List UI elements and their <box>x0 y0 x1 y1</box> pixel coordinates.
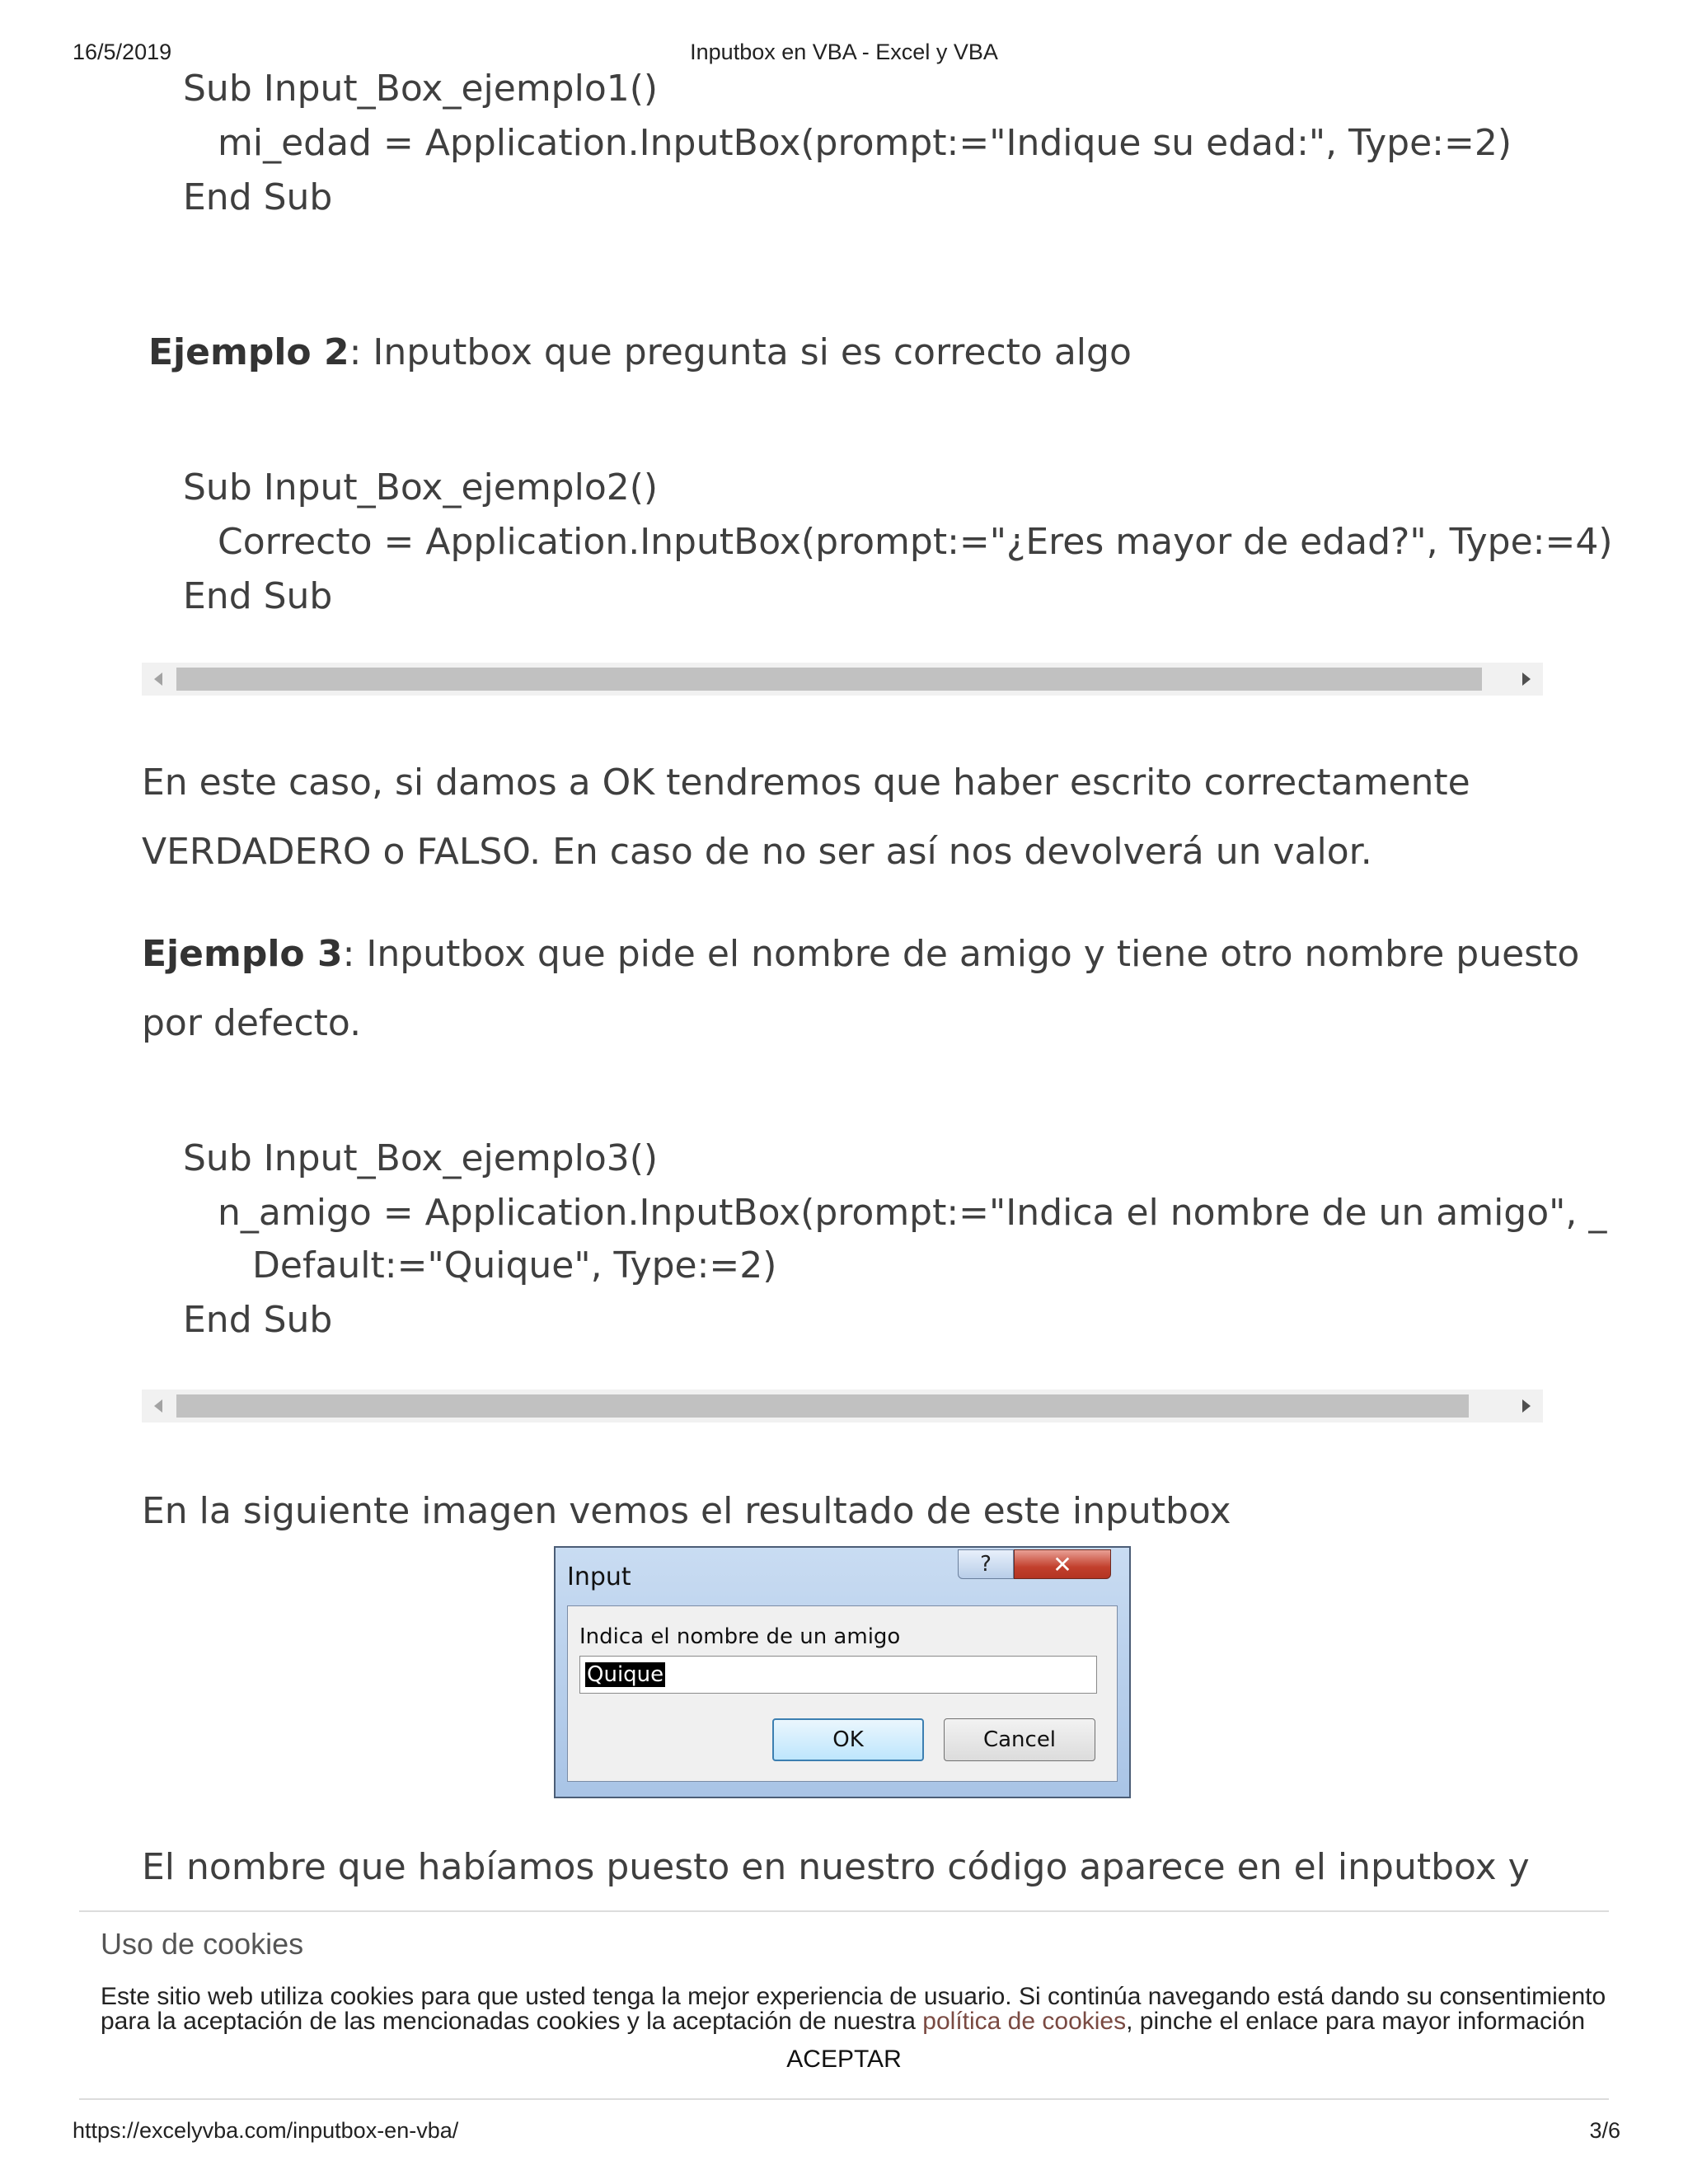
paragraph-line: VERDADERO o FALSO. En caso de no ser así nos devolverá un valor. <box>142 831 1372 873</box>
scroll-left-icon[interactable] <box>142 1390 175 1422</box>
code-line: Sub Input_Box_ejemplo3() <box>183 1137 659 1179</box>
example-3-text: : Inputbox que pide el nombre de amigo y tiene otro nombre puesto <box>342 933 1580 975</box>
example-3-text-continued: por defecto. <box>142 1002 362 1044</box>
example-3-label: Ejemplo 3 <box>142 933 343 975</box>
print-title: Inputbox en VBA - Excel y VBA <box>690 40 998 64</box>
print-url: https://excelyvba.com/inputbox-en-vba/ <box>73 2118 459 2143</box>
paragraph-line: En este caso, si damos a OK tendremos que haber escrito correctamente <box>142 762 1470 804</box>
divider <box>79 2098 1609 2100</box>
code-line: Sub Input_Box_ejemplo2() <box>183 466 659 509</box>
scrollbar-thumb[interactable] <box>176 1394 1469 1418</box>
cookie-text-line: Este sitio web utiliza cookies para que usted tenga la mejor experiencia de usuario. Si continúa navegando está dando su consentimiento <box>101 1983 1606 2010</box>
dialog-title: Input <box>567 1563 631 1591</box>
code-line: Sub Input_Box_ejemplo1() <box>183 68 659 110</box>
code-line: mi_edad = Application.InputBox(prompt:="Indique su edad:", Type:=2) <box>218 122 1512 164</box>
scroll-right-icon[interactable] <box>1510 1390 1543 1422</box>
dialog-input-value: Quique <box>587 1662 664 1687</box>
cookie-text-fragment: para la aceptación de las mencionadas cookies y la aceptación de nuestra <box>101 2008 923 2035</box>
divider <box>79 1910 1609 1912</box>
cookie-title: Uso de cookies <box>101 1927 304 1961</box>
code-line: End Sub <box>183 1299 333 1341</box>
cookie-policy-link[interactable]: política de cookies <box>922 2008 1127 2035</box>
dialog-body <box>567 1605 1118 1782</box>
accept-cookies-button[interactable]: ACEPTAR <box>786 2046 902 2073</box>
paragraph-line: El nombre que habíamos puesto en nuestro código aparece en el inputbox y <box>142 1846 1530 1888</box>
cookie-text <box>101 1985 1609 2034</box>
code-line: n_amigo = Application.InputBox(prompt:="Indica el nombre de un amigo", _ <box>218 1192 1607 1234</box>
scroll-right-icon[interactable] <box>1510 663 1543 696</box>
example-3-heading <box>142 933 1580 975</box>
paragraph-line: En la siguiente imagen vemos el resultado de este inputbox <box>142 1490 1231 1532</box>
inputbox-screenshot <box>554 1546 1131 1798</box>
code-scrollbar-1[interactable] <box>142 663 1543 696</box>
dialog-cancel-button: Cancel <box>944 1718 1095 1761</box>
dialog-input <box>579 1656 1097 1694</box>
code-line: End Sub <box>183 176 333 218</box>
help-icon: ? <box>958 1549 1014 1579</box>
cookie-text-line <box>101 2009 1609 2034</box>
code-line: Correcto = Application.InputBox(prompt:="¿Eres mayor de edad?", Type:=4) <box>218 521 1613 563</box>
code-line: Default:="Quique", Type:=2) <box>252 1244 777 1286</box>
example-2-heading <box>148 331 1132 373</box>
print-date: 16/5/2019 <box>73 40 172 64</box>
dialog-prompt: Indica el nombre de un amigo <box>579 1624 901 1649</box>
dialog-ok-button: OK <box>772 1718 924 1761</box>
scroll-left-icon[interactable] <box>142 663 175 696</box>
scrollbar-thumb[interactable] <box>176 668 1482 691</box>
example-2-text: : Inputbox que pregunta si es correcto algo <box>349 331 1132 373</box>
example-2-label: Ejemplo 2 <box>148 331 349 373</box>
cookie-text-fragment: , pinche el enlace para mayor información <box>1126 2008 1586 2035</box>
print-page-number: 3/6 <box>1589 2118 1620 2143</box>
close-icon: ✕ <box>1014 1549 1111 1579</box>
code-scrollbar-2[interactable] <box>142 1390 1543 1422</box>
code-line: End Sub <box>183 575 333 617</box>
